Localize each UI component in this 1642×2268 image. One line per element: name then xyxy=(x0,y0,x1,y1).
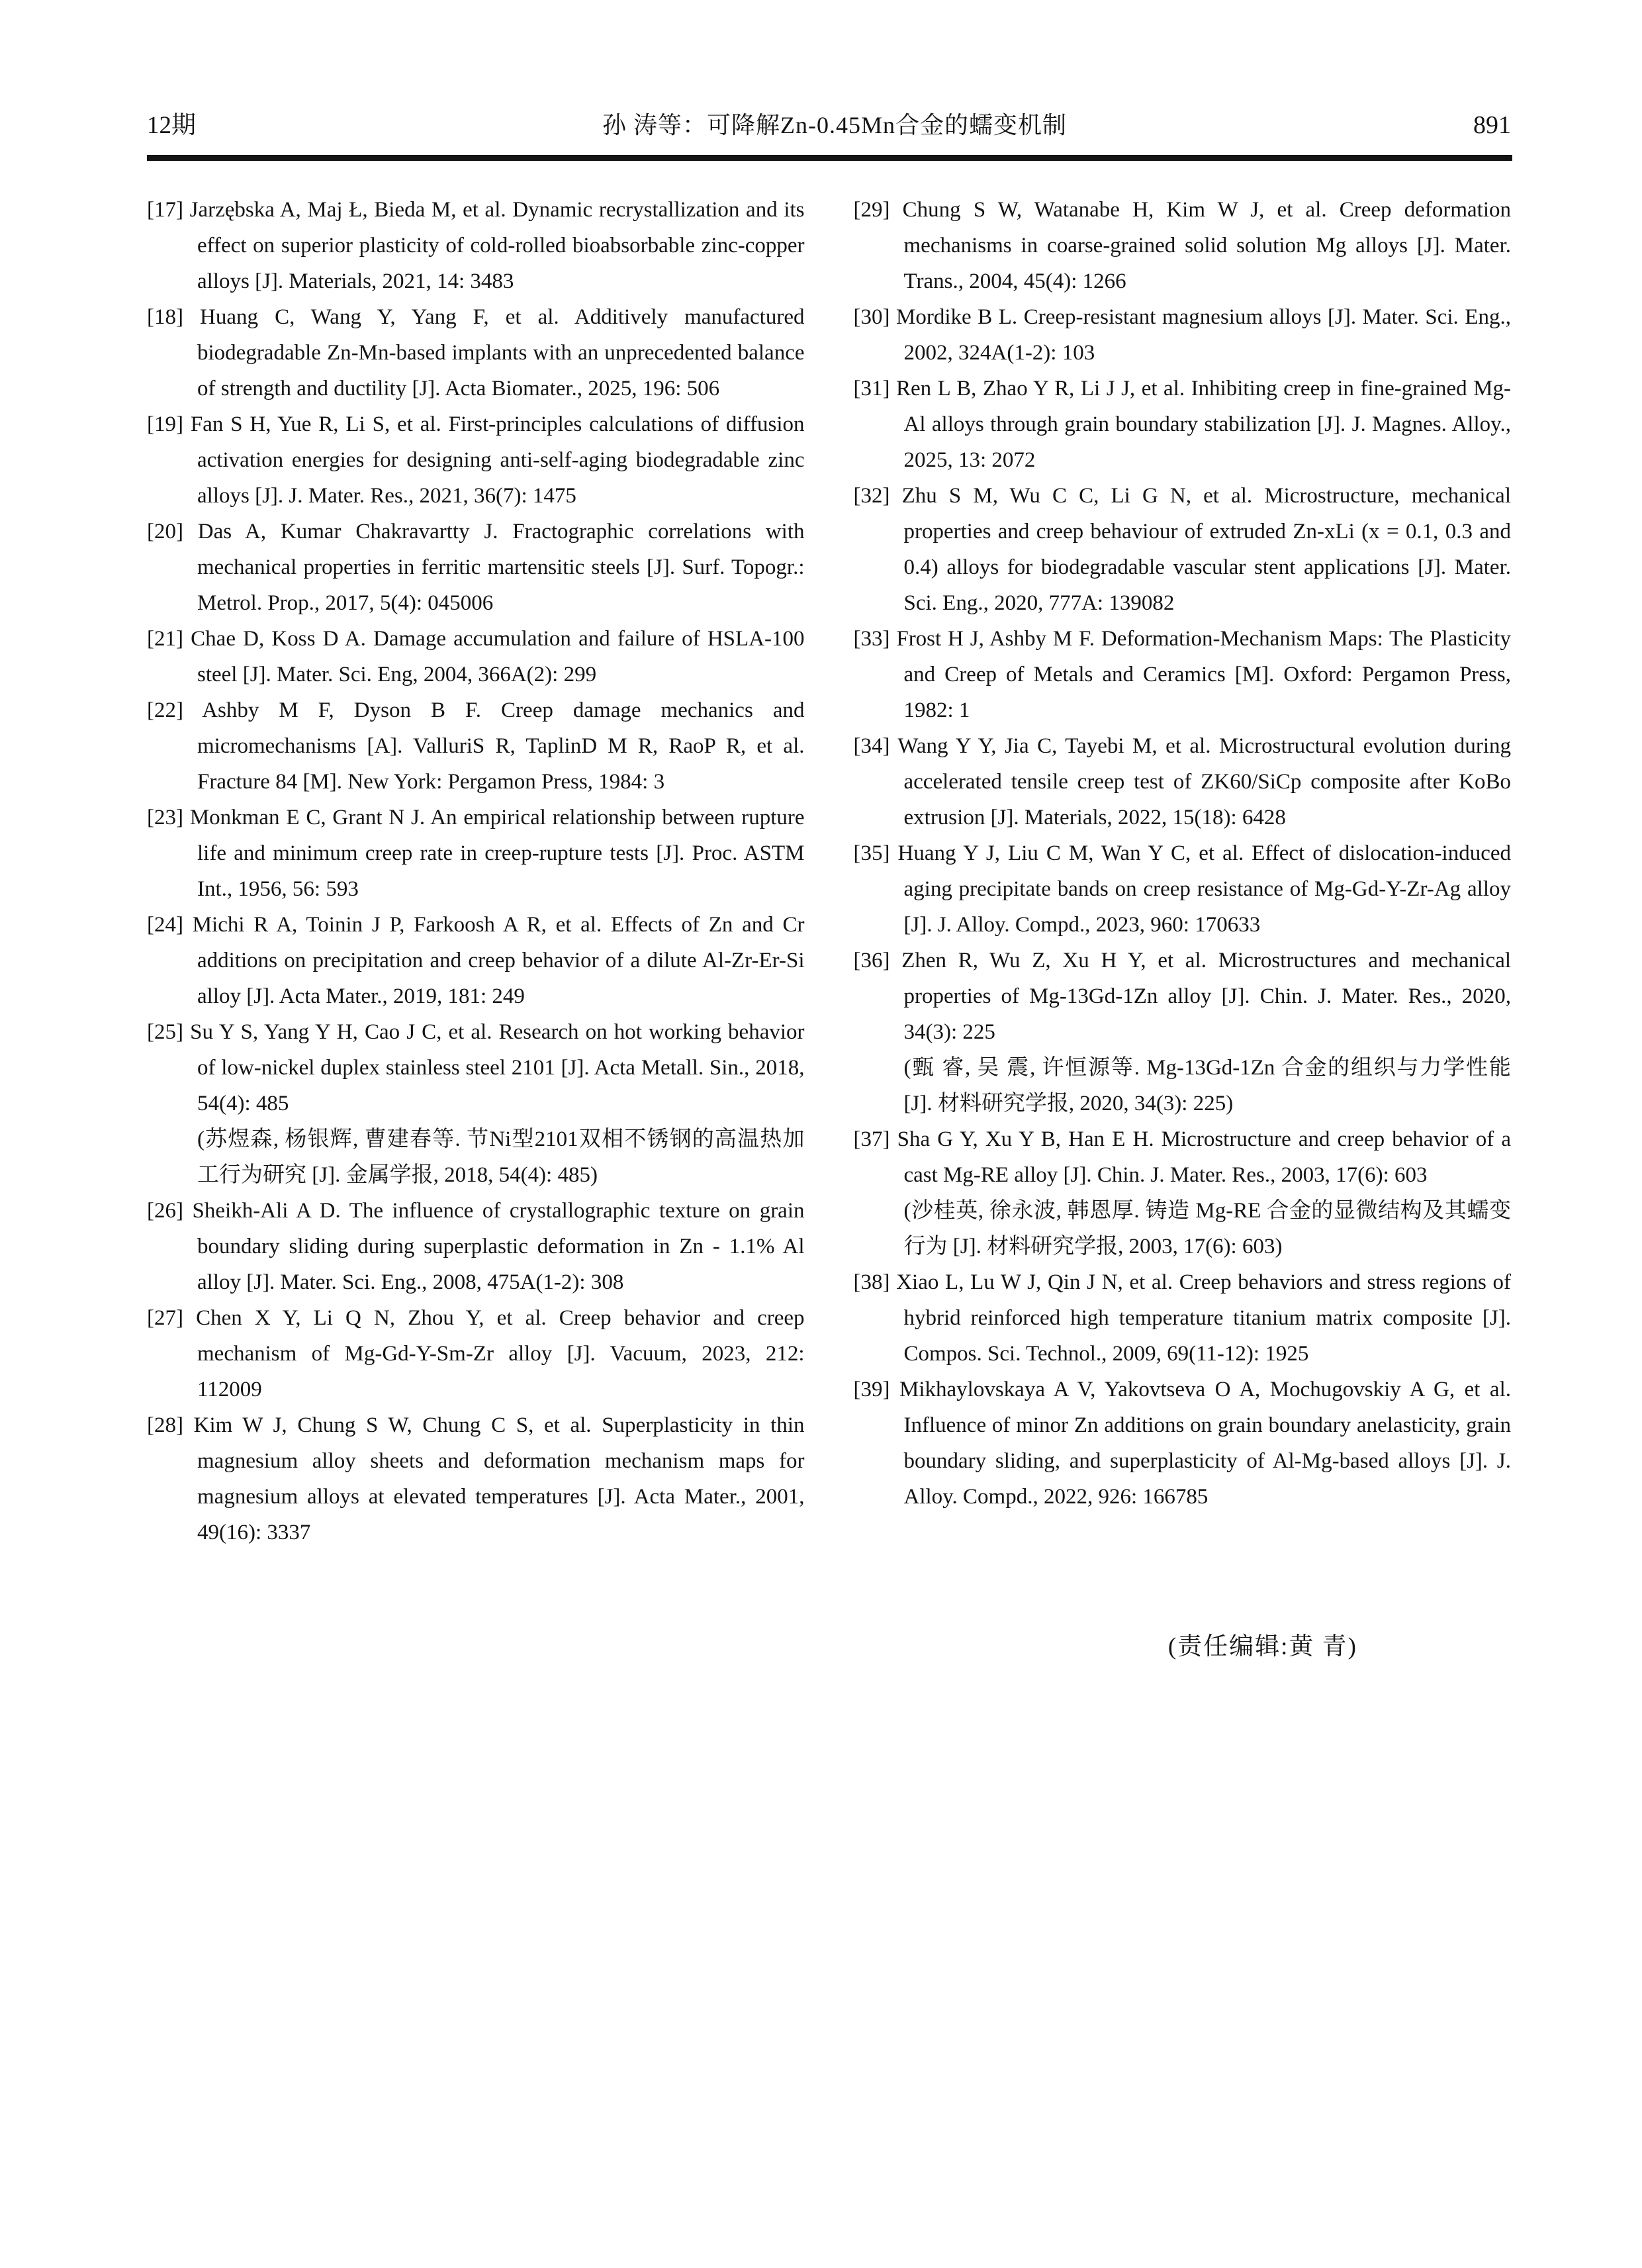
reference-number: [17] xyxy=(147,198,183,222)
reference-text: Xiao L, Lu W J, Qin J N, et al. Creep behaviors and stress regions of hybrid reinforced high temperature titanium matrix composite [J]. Compos. Sci. Technol., 2009, 69(11-12): 1925 xyxy=(896,1270,1511,1366)
reference-text: Chen X Y, Li Q N, Zhou Y, et al. Creep behavior and creep mechanism of Mg-Gd-Y-Sm-Zr alloy [J]. Vacuum, 2023, 212: 112009 xyxy=(196,1306,805,1401)
reference-number: [38] xyxy=(853,1270,890,1294)
reference-item xyxy=(147,299,805,406)
reference-text: Sha G Y, Xu Y B, Han E H. Microstructure and creep behavior of a cast Mg-RE alloy [J]. Chin. J. Mater. Res., 2003, 17(6): 603 xyxy=(897,1127,1512,1187)
editor-note: (责任编辑:黄 青) xyxy=(1167,1633,1357,1660)
page-number: 891 xyxy=(1473,111,1511,139)
reference-item xyxy=(147,1193,805,1300)
references-left-column xyxy=(147,192,805,1662)
reference-text: Monkman E C, Grant N J. An empirical relationship between rupture life and minimum creep rate in creep-rupture tests [J]. Proc. ASTM Int., 1956, 56: 593 xyxy=(189,806,805,901)
reference-item xyxy=(854,478,1512,621)
reference-item xyxy=(854,621,1512,728)
reference-text: Zhen R, Wu Z, Xu H Y, et al. Microstructures and mechanical properties of Mg-13Gd-1Zn alloy [J]. Chin. J. Mater. Res., 2020, 34(3): 225 xyxy=(901,949,1512,1044)
reference-item xyxy=(854,943,1512,1121)
reference-text: Ren L B, Zhao Y R, Li J J, et al. Inhibiting creep in fine-grained Mg-Al alloys through grain boundary stabilization [J]. J. Magnes. Alloy., 2025, 13: 2072 xyxy=(896,377,1511,472)
reference-text: Huang Y J, Liu C M, Wan Y C, et al. Effect of dislocation-induced aging precipitate bands on creep resistance of Mg-Gd-Y-Zr-Ag alloy [J]. J. Alloy. Compd., 2023, 960: 170633 xyxy=(897,841,1512,937)
reference-number: [29] xyxy=(853,198,890,222)
reference-item xyxy=(147,907,805,1014)
reference-item xyxy=(854,835,1512,943)
reference-item xyxy=(147,514,805,621)
reference-item xyxy=(854,1121,1512,1264)
page-header xyxy=(147,105,1511,140)
reference-item xyxy=(854,1264,1512,1372)
reference-number: [28] xyxy=(147,1413,183,1437)
header-divider-rule xyxy=(147,155,1512,161)
reference-item xyxy=(147,406,805,514)
running-title: 孙 涛等：可降解Zn-0.45Mn合金的蠕变机制 xyxy=(602,112,1067,138)
reference-item xyxy=(854,371,1512,478)
references-right-column xyxy=(854,192,1512,1662)
reference-text: Su Y S, Yang Y H, Cao J C, et al. Research on hot working behavior of low-nickel duplex stainless steel 2101 [J]. Acta Metall. Sin., 2018, 54(4): 485 xyxy=(190,1020,805,1115)
reference-number: [33] xyxy=(853,627,890,651)
reference-item xyxy=(147,1300,805,1407)
reference-text: Wang Y Y, Jia C, Tayebi M, et al. Microstructural evolution during accelerated tensile creep test of ZK60/SiCp composite after KoBo extrusion [J]. Materials, 2022, 15(18): 6428 xyxy=(897,734,1511,829)
reference-item xyxy=(147,800,805,907)
reference-number: [25] xyxy=(147,1020,183,1044)
reference-number: [26] xyxy=(147,1199,183,1223)
reference-number: [24] xyxy=(147,913,183,937)
reference-text: Fan S H, Yue R, Li S, et al. First-principles calculations of diffusion activation energies for designing anti-self-aging biodegradable zinc alloys [J]. J. Mater. Res., 2021, 36(7): 1475 xyxy=(190,412,805,508)
reference-item xyxy=(854,299,1512,371)
references-section xyxy=(147,192,1511,1662)
reference-item xyxy=(147,192,805,299)
reference-number: [23] xyxy=(147,806,183,829)
reference-item xyxy=(854,192,1512,299)
reference-number: [21] xyxy=(147,627,183,651)
reference-number: [36] xyxy=(853,949,890,972)
reference-number: [39] xyxy=(853,1378,890,1401)
reference-text: Chung S W, Watanabe H, Kim W J, et al. Creep deformation mechanisms in coarse-grained solid solution Mg alloys [J]. Mater. Trans., 2004, 45(4): 1266 xyxy=(902,198,1511,293)
reference-text: Zhu S M, Wu C C, Li G N, et al. Microstructure, mechanical properties and creep behaviour of extruded Zn-xLi (x = 0.1, 0.3 and 0.4) alloys for biodegradable vascular stent applications [J]. Mater. Sci. Eng., 2020, 777A: 139082 xyxy=(901,484,1511,615)
reference-item xyxy=(147,692,805,800)
reference-item xyxy=(147,1014,805,1193)
reference-item xyxy=(854,1372,1512,1515)
reference-number: [22] xyxy=(147,698,183,722)
reference-text: Frost H J, Ashby M F. Deformation-Mechanism Maps: The Plasticity and Creep of Metals and Ceramics [M]. Oxford: Pergamon Press, 1982: 1 xyxy=(896,627,1511,722)
reference-number: [27] xyxy=(147,1306,183,1330)
reference-number: [19] xyxy=(147,412,183,436)
reference-text: Ashby M F, Dyson B F. Creep damage mechanics and micromechanisms [A]. ValluriS R, TaplinD M R, RaoP R, et al. Fracture 84 [M]. New York: Pergamon Press, 1984: 3 xyxy=(197,698,805,794)
reference-number: [20] xyxy=(147,520,183,543)
reference-text: Mikhaylovskaya A V, Yakovtseva O A, Mochugovskiy A G, et al. Influence of minor Zn additions on grain boundary anelasticity, grain boundary sliding, and superplasticity of Al-Mg-based alloys [J]. J. Alloy. Compd., 2022, 926: 166785 xyxy=(899,1378,1511,1509)
reference-item xyxy=(147,1407,805,1550)
reference-chinese-translation: (苏煜森, 杨银辉, 曹建春等. 节Ni型2101双相不锈钢的高温热加工行为研究 [J]. 金属学报, 2018, 54(4): 485) xyxy=(197,1127,805,1187)
reference-text: Michi R A, Toinin J P, Farkoosh A R, et al. Effects of Zn and Cr additions on precipitation and creep behavior of a dilute Al-Zr-Er-Si alloy [J]. Acta Mater., 2019, 181: 249 xyxy=(192,913,805,1008)
reference-number: [31] xyxy=(853,377,890,401)
reference-number: [18] xyxy=(147,305,183,329)
reference-chinese-translation: (沙桂英, 徐永波, 韩恩厚. 铸造 Mg-RE 合金的显微结构及其蠕变行为 [J]. 材料研究学报, 2003, 17(6): 603) xyxy=(903,1199,1511,1258)
reference-text: Jarzębska A, Maj Ł, Bieda M, et al. Dynamic recrystallization and its effect on superior plasticity of cold-rolled bioabsorbable zinc-copper alloys [J]. Materials, 2021, 14: 3483 xyxy=(189,198,805,293)
reference-text: Kim W J, Chung S W, Chung C S, et al. Superplasticity in thin magnesium alloy sheets and deformation mechanism maps for magnesium alloys at elevated temperatures [J]. Acta Mater., 2001, 49(16): 3337 xyxy=(193,1413,805,1544)
reference-text: Huang C, Wang Y, Yang F, et al. Additively manufactured biodegradable Zn-Mn-based implants with an unprecedented balance of strength and ductility [J]. Acta Biomater., 2025, 196: 506 xyxy=(197,305,805,401)
reference-item xyxy=(147,621,805,692)
issue-label: 12期 xyxy=(147,112,196,139)
reference-number: [35] xyxy=(853,841,890,865)
reference-text: Das A, Kumar Chakravartty J. Fractographic correlations with mechanical properties in ferritic martensitic steels [J]. Surf. Topogr.: Metrol. Prop., 2017, 5(4): 045006 xyxy=(197,520,805,615)
reference-number: [30] xyxy=(853,305,890,329)
reference-number: [37] xyxy=(853,1127,890,1151)
reference-number: [32] xyxy=(853,484,890,508)
reference-text: Chae D, Koss D A. Damage accumulation and failure of HSLA-100 steel [J]. Mater. Sci. Eng, 2004, 366A(2): 299 xyxy=(191,627,805,686)
reference-chinese-translation: (甄 睿, 吴 震, 许恒源等. Mg-13Gd-1Zn 合金的组织与力学性能 [J]. 材料研究学报, 2020, 34(3): 225) xyxy=(903,1056,1511,1115)
reference-item xyxy=(854,728,1512,835)
reference-text: Sheikh-Ali A D. The influence of crystallographic texture on grain boundary sliding during superplastic deformation in Zn - 1.1% Al alloy [J]. Mater. Sci. Eng., 2008, 475A(1-2): 308 xyxy=(192,1199,805,1294)
reference-number: [34] xyxy=(853,734,890,758)
reference-text: Mordike B L. Creep-resistant magnesium alloys [J]. Mater. Sci. Eng., 2002, 324A(1-2): 103 xyxy=(896,305,1512,365)
